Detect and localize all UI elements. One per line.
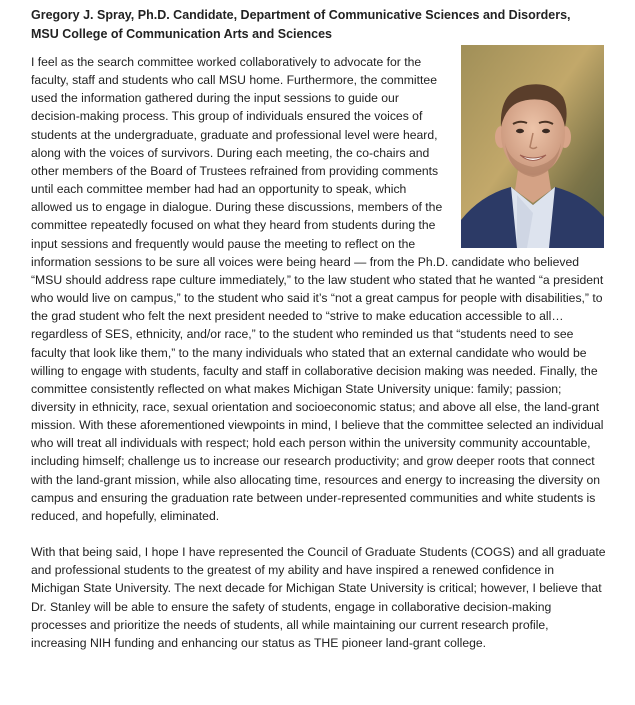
- author-portrait-photo: [461, 45, 604, 248]
- portrait-illustration: [461, 45, 604, 248]
- body-paragraph-2: With that being said, I hope I have represented the Council of Graduate Students (COGS) and all graduate and professional students to the greatest of my ability and have inspired a renewed confidence in Michigan State University. The next decade for Michigan State University is critical; however, I believe that Dr. Stanley will be able to ensure the safety of students, engage in collaborative decision-making processes and prioritize the needs of students, all while maintaining our current research profile, increasing NIH funding and enhancing our status as THE pioneer land-grant college.: [31, 545, 606, 650]
- author-heading-line-2: MSU College of Communication Arts and Sciences: [31, 27, 332, 41]
- body-paragraph-1: I feel as the search committee worked collaboratively to advocate for the faculty, staff and students who call MSU home. Furthermore, the committee used the information gathered during the input sessions to guide our decision-making process. This group of individuals ensured the voices of students at the undergraduate, graduate and professional level were heard, along with the voices of survivors. During each meeting, the co-chairs and other members of the Board of Trustees refrained from providing comments until each committee member had had an opportunity to speak, which allowed us to engage in dialogue. During these discussions, members of the committee repeatedly focused on what they heard from students during the input sessions and frequently would pause the meeting to reflect on the information sessions to be sure all voices were being heard — from the Ph.D. candidate who believed “MSU should address rape culture immediately,” to the law student who stated that he wanted “a president who would live on campus,” to the student who said it’s “not a great campus for people with disabilities,” to the grad student who felt the next president needed to “strive to make education accessible to all…regardless of SES, ethnicity, and/or race,” to the student who reminded us that “students need to see faculty that look like them,” to the many individuals who stated that an external candidate who would be willing to engage with students, faculty and staff in collaborative decision making was needed. Finally, the committee consistently reflected on what makes Michigan State University unique: family; passion; diversity in ethnicity, race, sexual orientation and socioeconomic status; and above all else, the land-grant mission. With these aforementioned viewpoints in mind, I believe that the committee selected an individual who will treat all individuals with respect; hold each person within the university community accountable, including himself; challenge us to increase our research productivity; and grow deeper roots that connect with the land-grant mission, while also allocating time, resources and energy to increasing the diversity on campus and ensuring the graduation rate between under-represented communities and white students is reduced, and hopefully, eliminated.: [31, 55, 604, 523]
- author-heading-line-1: Gregory J. Spray, Ph.D. Candidate, Department of Communicative Sciences and Disorders,: [31, 8, 571, 22]
- article: [31, 6, 606, 652]
- author-heading: [31, 6, 606, 44]
